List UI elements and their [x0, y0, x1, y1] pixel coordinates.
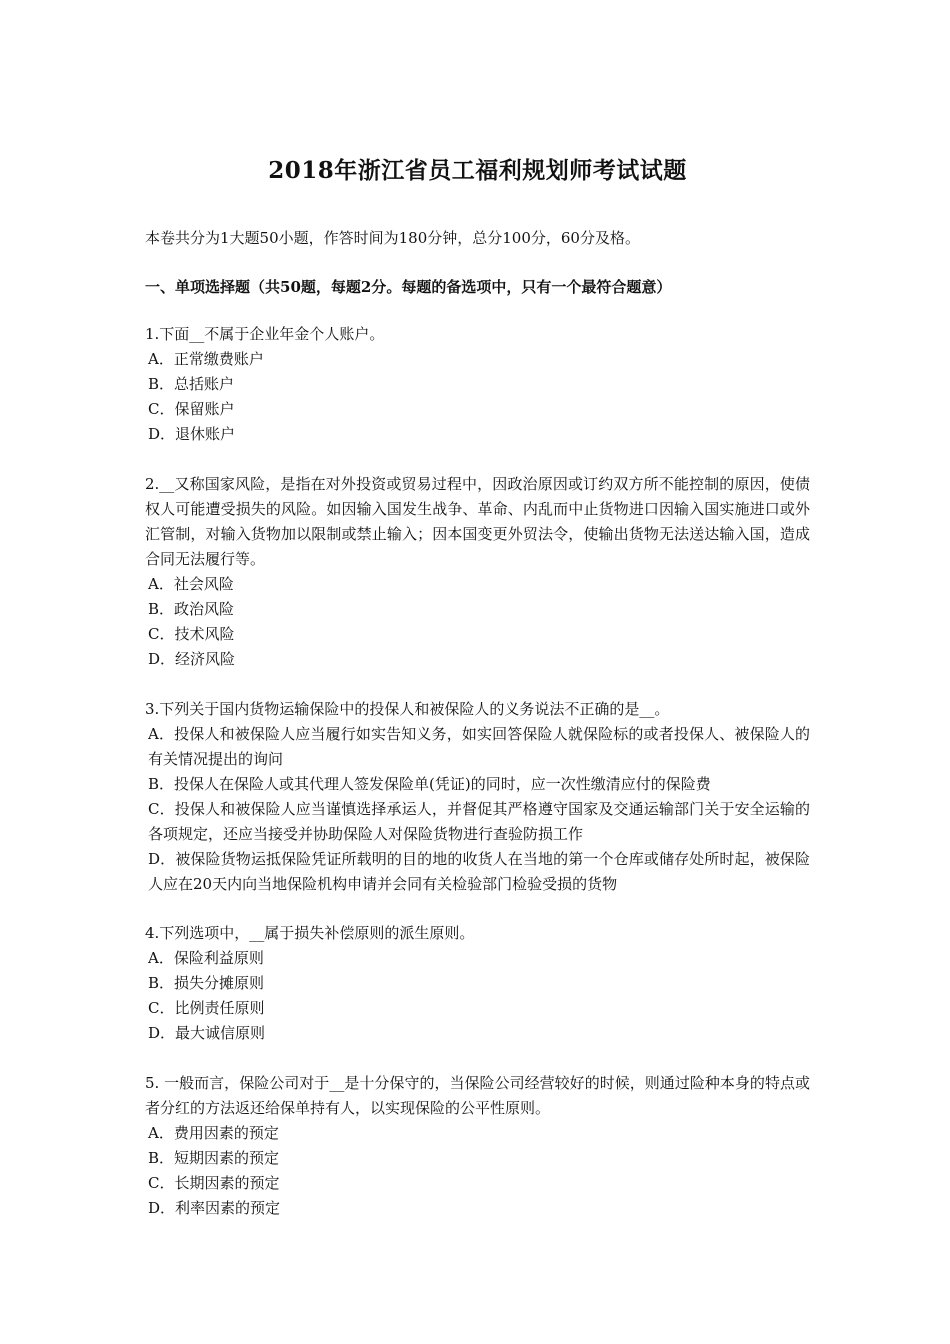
option-d: D．被保险货物运抵保险凭证所载明的目的地的收货人在当地的第一个仓库或储存处所时起，被保险人应在20天内向当地保险机构申请并会同有关检验部门检验受损的货物: [148, 850, 810, 893]
option-c: C．比例责任原则: [148, 999, 265, 1017]
option-b: B．总括账户: [148, 375, 235, 393]
option-d: D．利率因素的预定: [148, 1199, 281, 1217]
question-2: [145, 472, 810, 672]
option-a: A．保险利益原则: [148, 949, 264, 967]
question-stem: 3.下列关于国内货物运输保险中的投保人和被保险人的义务说法不正确的是__。: [145, 700, 670, 718]
document-title: 2018年浙江省员工福利规划师考试试题: [268, 157, 687, 184]
option-b: B．短期因素的预定: [148, 1149, 280, 1167]
question-5: [145, 1071, 810, 1221]
option-b: B．投保人在保险人或其代理人签发保险单(凭证)的同时，应一次性缴清应付的保险费: [148, 775, 711, 793]
option-c: C．投保人和被保险人应当谨慎选择承运人，并督促其严格遵守国家及交通运输部门关于安全运输的各项规定，还应当接受并协助保险人对保险货物进行查验防损工作: [148, 800, 810, 843]
option-a: A．费用因素的预定: [148, 1124, 279, 1142]
option-d: D．退休账户: [148, 425, 236, 443]
option-c: C．技术风险: [148, 625, 235, 643]
option-b: B．政治风险: [148, 600, 235, 618]
option-d: D．经济风险: [148, 650, 236, 668]
question-4: [145, 921, 810, 1046]
option-c: C．长期因素的预定: [148, 1174, 280, 1192]
question-stem: 2.__又称国家风险，是指在对外投资或贸易过程中，因政治原因或订约双方所不能控制的原因，使债权人可能遭受损失的风险。如因输入国发生战争、革命、内乱而中止货物进口因输入国实施进口或外汇管制，对输入货物加以限制或禁止输入；因本国变更外贸法令，使输出货物无法送达输入国，造成合同无法履行等。: [145, 475, 810, 568]
question-stem: 1.下面__不属于企业年金个人账户。: [145, 325, 385, 343]
option-a: A．社会风险: [148, 575, 234, 593]
option-d: D．最大诚信原则: [148, 1024, 266, 1042]
option-a: A．正常缴费账户: [148, 350, 264, 368]
question-stem: 4.下列选项中，__属于损失补偿原则的派生原则。: [145, 924, 475, 942]
section-heading: 一、单项选择题（共50题，每题2分。每题的备选项中，只有一个最符合题意）: [145, 278, 672, 296]
exam-intro: 本卷共分为1大题50小题，作答时间为180分钟，总分100分，60分及格。: [145, 229, 640, 247]
question-3: [145, 697, 810, 897]
option-a: A．投保人和被保险人应当履行如实告知义务，如实回答保险人就保险标的或者投保人、被保险人的有关情况提出的询问: [148, 725, 810, 768]
option-b: B．损失分摊原则: [148, 974, 265, 992]
question-stem: 5. 一般而言，保险公司对于__是十分保守的，当保险公司经营较好的时候，则通过险种本身的特点或者分红的方法返还给保单持有人，以实现保险的公平性原则。: [145, 1074, 810, 1117]
question-1: [145, 322, 810, 447]
option-c: C．保留账户: [148, 400, 235, 418]
